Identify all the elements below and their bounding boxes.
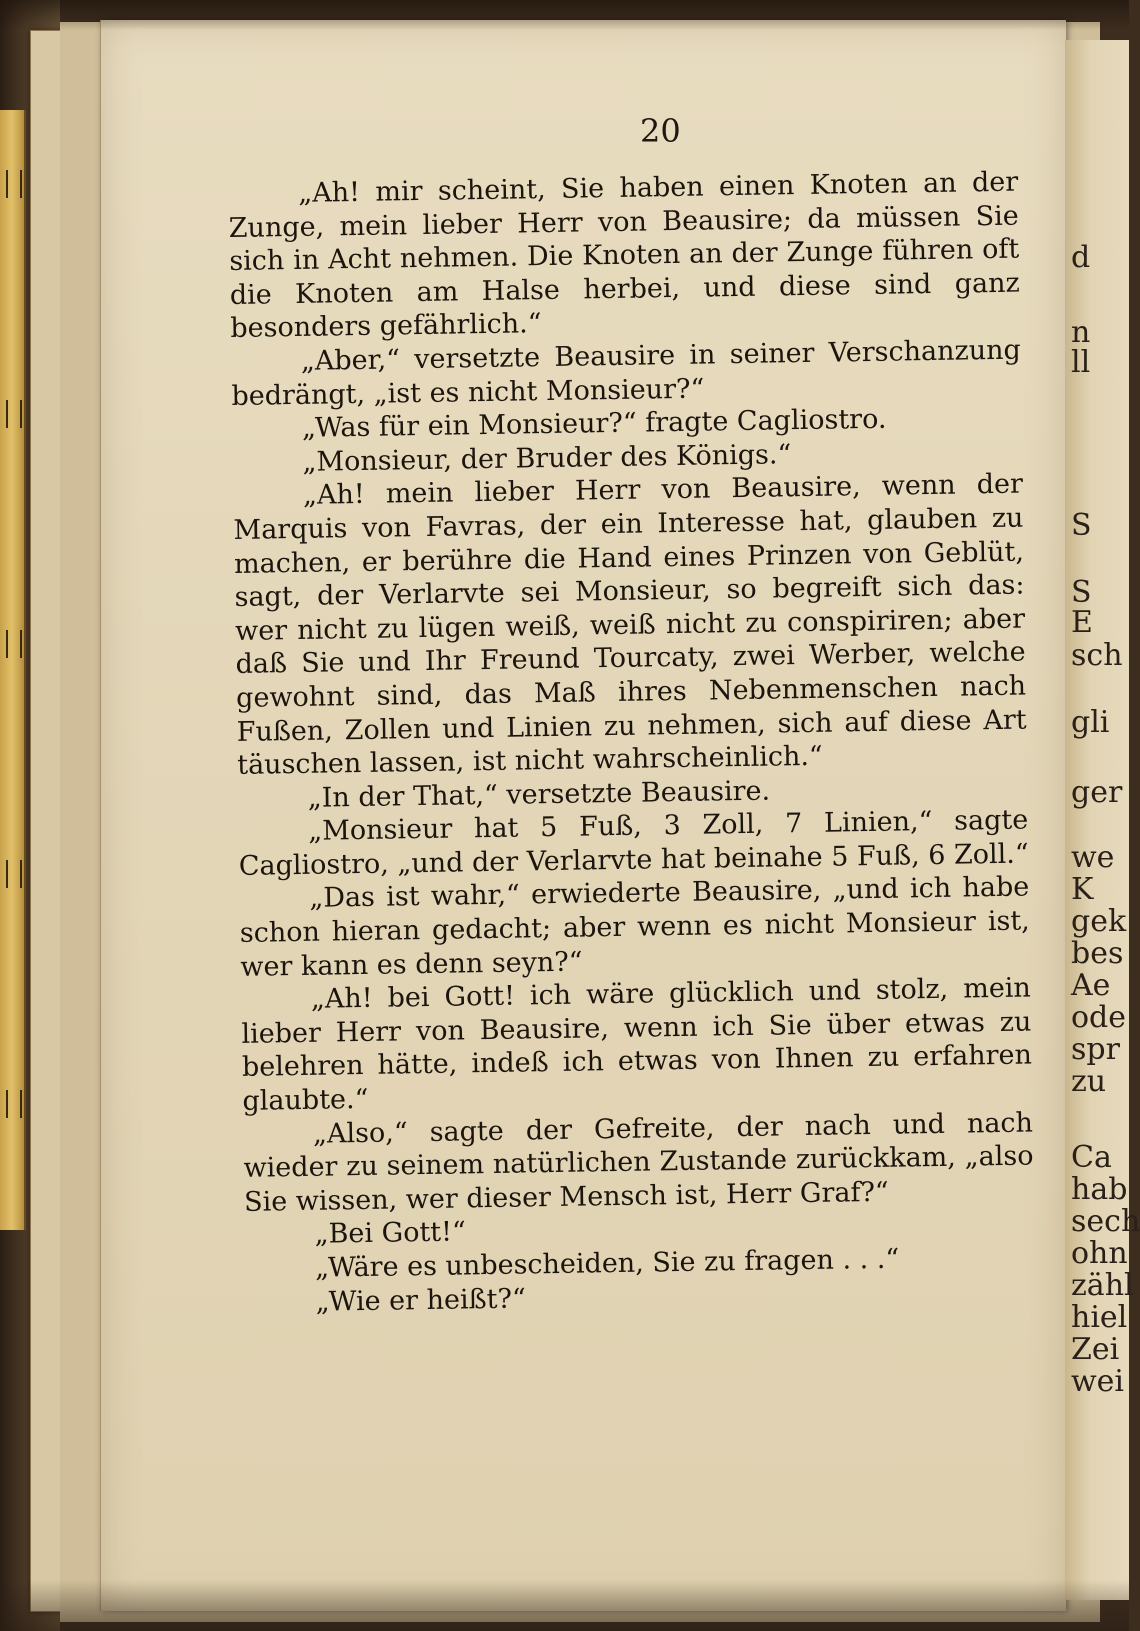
facing-page-fragment: sch [1071,638,1123,673]
binding-ornament-icon [6,170,22,198]
paragraph: „Ah! bei Gott! ich wäre glücklich und stolz, mein lieber Herr von Beausire, wenn ich Sie über etwas zu belehren hätte, indeß ich etwas von Ihnen zu erfahren glaubte.“ [241,972,1033,1117]
facing-page-fragment: Zei [1071,1332,1120,1367]
facing-page-fragment: ode [1071,1000,1127,1035]
paragraph: „Wäre es unbescheiden, Sie zu fragen . . .“ [314,1243,900,1284]
facing-page-fragment: ger [1071,775,1123,810]
facing-page-fragment: n [1071,315,1091,350]
paragraph: „Ah! mir scheint, Sie haben einen Knoten an der Zunge, mein lieber Herr von Beausire; da müssen Sie sich in Acht nehmen. Die Knoten an der Zunge führen oft die Knoten am Halse herbei, und diese sind ganz besonders gefährlich.“ [228,166,1020,345]
page-body-text [228,166,1036,1320]
facing-page-fragment: wei [1071,1364,1125,1399]
paragraph: „Ah! mein lieber Herr von Beausire, wenn der Marquis von Favras, der ein Interesse hat, glauben zu machen, er berühre die Hand eines Prinzen von Geblüt, sagt, der Verlarvte sei Monsieur, so begreift sich das: wer nicht zu lügen weiß, weiß nicht zu conspiriren; aber daß Sie und Ihr Freund Tourcaty, zwei Werber, welche gewohnt sind, das Maß ihres Nebenmenschen nach Fußen, Zollen und Linien zu nehmen, sich auf diese Art täuschen lassen, ist nicht wahrscheinlich.“ [233,468,1027,782]
facing-page-fragment: gek [1071,904,1127,939]
top-shadow [0,0,1129,30]
paragraph: „Bei Gott!“ [314,1216,467,1251]
facing-page-fragment: spr [1071,1032,1120,1067]
facing-page-fragment: we [1071,840,1115,875]
binding-ornament-icon [6,860,22,888]
facing-page-fragment: K [1071,872,1094,907]
binding-ornament-icon [6,400,22,428]
bottom-shadow [0,1580,1129,1631]
facing-page-fragment: d [1071,240,1091,275]
facing-page-fragment: S [1071,508,1092,543]
facing-page-fragment: Ca [1071,1140,1112,1175]
facing-page-fragment: zähl [1071,1268,1134,1303]
paragraph: „Das ist wahr,“ erwiederte Beausire, „und ich habe schon hieran gedacht; aber wenn es nicht Monsieur ist, wer kann es denn seyn?“ [239,871,1031,983]
facing-page-fragment: gli [1071,705,1110,740]
facing-page-fragment: hab [1071,1172,1128,1207]
binding-ornament-icon [6,630,22,658]
paragraph: „Wie er heißt?“ [315,1283,527,1318]
facing-page-fragment: ll [1071,345,1091,380]
facing-page-edge [1065,40,1140,1600]
facing-page-fragment: ohn [1071,1236,1128,1271]
binding-ornament-icon [6,1090,22,1118]
gold-binding-strip [0,110,26,1230]
facing-page-fragment: E [1071,605,1093,640]
facing-page-fragment: sech [1071,1204,1140,1239]
paragraph: „Monsieur hat 5 Fuß, 3 Zoll, 7 Linien,“ sagte Cagliostro, „und der Verlarvte hat beinahe 5 Fuß, 6 Zoll.“ [238,804,1029,882]
page-number: 20 [640,112,681,150]
facing-page-fragment: hiel [1071,1300,1128,1335]
facing-page-fragment: bes [1071,936,1124,971]
facing-page-fragment: S [1071,575,1092,610]
paragraph: „Also,“ sagte der Gefreite, der nach und nach wieder zu seinem natürlichen Zustande zurückkam, „also Sie wissen, wer dieser Mensch ist, Herr Graf?“ [243,1107,1034,1218]
facing-page-fragment: zu [1071,1064,1107,1099]
paragraph: „Monsieur, der Bruder des Königs.“ [302,438,792,478]
paragraph: „In der That,“ versetzte Beausire. [307,775,771,814]
facing-page-fragment: Ae [1071,968,1111,1003]
paragraph: „Was für ein Monsieur?“ fragte Cagliostro. [301,403,887,445]
paragraph: „Aber,“ versetzte Beausire in seiner Verschanzung bedrängt, „ist es nicht Monsieur?“ [231,334,1022,412]
